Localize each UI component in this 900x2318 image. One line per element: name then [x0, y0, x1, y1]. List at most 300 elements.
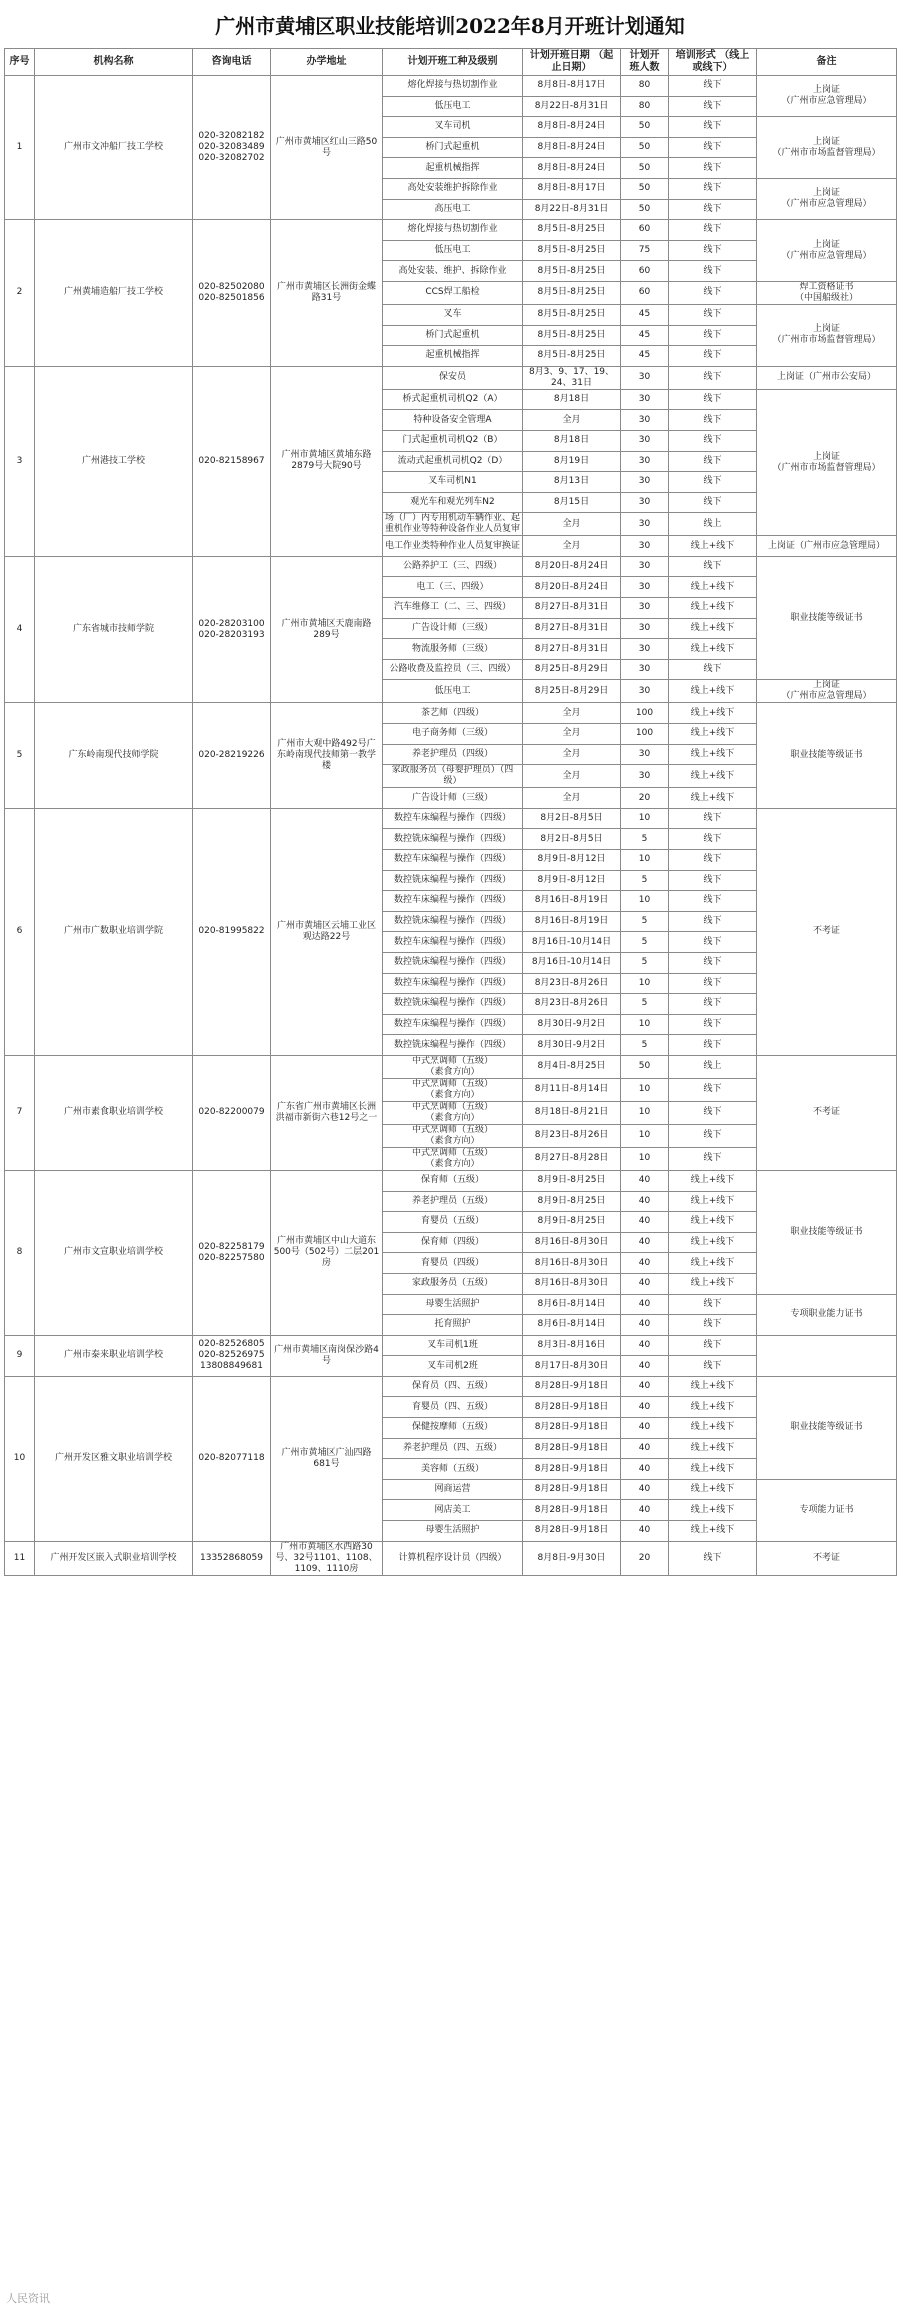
note-cell: 焊工资格证书 （中国船级社）: [757, 281, 897, 304]
course-cell: 茶艺师（四级）: [383, 703, 523, 724]
course-cell: 育婴员（五级）: [383, 1212, 523, 1233]
institution-name: 广州市文宣职业培训学校: [35, 1170, 193, 1335]
count-cell: 30: [621, 389, 669, 410]
course-cell: 数控铣床编程与操作（四级）: [383, 829, 523, 850]
institution-seq: 4: [5, 556, 35, 703]
course-cell: 数控铣床编程与操作（四级）: [383, 911, 523, 932]
date-cell: 8月28日-9月18日: [523, 1376, 621, 1397]
date-cell: 8月9日-8月12日: [523, 870, 621, 891]
count-cell: 40: [621, 1335, 669, 1356]
date-cell: 8月27日-8月31日: [523, 598, 621, 619]
count-cell: 100: [621, 724, 669, 745]
table-header-row: [5, 49, 897, 76]
date-cell: 8月22日-8月31日: [523, 96, 621, 117]
mode-cell: 线下: [669, 325, 757, 346]
date-cell: 8月27日-8月28日: [523, 1147, 621, 1170]
date-cell: 8月28日-9月18日: [523, 1438, 621, 1459]
mode-cell: 线下: [669, 829, 757, 850]
date-cell: 8月16日-8月19日: [523, 891, 621, 912]
course-cell: 美容师（五级）: [383, 1459, 523, 1480]
course-cell: 公路收费及监控员（三、四级）: [383, 659, 523, 680]
note-cell: 上岗证（广州市应急管理局）: [757, 536, 897, 557]
mode-cell: 线上+线下: [669, 1170, 757, 1191]
mode-cell: 线上+线下: [669, 1212, 757, 1233]
mode-cell: 线下: [669, 492, 757, 513]
course-cell: 广告设计师（三级）: [383, 618, 523, 639]
count-cell: 80: [621, 96, 669, 117]
count-cell: 5: [621, 1035, 669, 1056]
training-schedule-table: [4, 48, 897, 1576]
institution-seq: 9: [5, 1335, 35, 1376]
date-cell: 8月6日-8月14日: [523, 1315, 621, 1336]
date-cell: 8月16日-8月30日: [523, 1273, 621, 1294]
date-cell: 全月: [523, 513, 621, 536]
date-cell: 8月2日-8月5日: [523, 829, 621, 850]
count-cell: 30: [621, 765, 669, 788]
date-cell: 8月5日-8月25日: [523, 304, 621, 325]
mode-cell: 线上+线下: [669, 598, 757, 619]
course-cell: 公路养护工（三、四级）: [383, 556, 523, 577]
course-cell: CCS焊工船检: [383, 281, 523, 304]
count-cell: 40: [621, 1521, 669, 1542]
course-cell: 起重机械指挥: [383, 346, 523, 367]
count-cell: 5: [621, 870, 669, 891]
course-cell: 托育照护: [383, 1315, 523, 1336]
institution-address: 广州市黄埔区黄埔东路2879号大院90号: [271, 366, 383, 556]
count-cell: 45: [621, 346, 669, 367]
course-cell: 桥门式起重机: [383, 325, 523, 346]
mode-cell: 线下: [669, 973, 757, 994]
date-cell: 8月8日-8月24日: [523, 137, 621, 158]
note-cell: 不考证: [757, 1055, 897, 1170]
mode-cell: 线下: [669, 366, 757, 389]
mode-cell: 线下: [669, 304, 757, 325]
mode-cell: 线上+线下: [669, 680, 757, 703]
institution-name: 广州开发区嵌入式职业培训学校: [35, 1541, 193, 1575]
course-cell: 中式烹调师（五级） （素食方向）: [383, 1101, 523, 1124]
note-cell: 不考证: [757, 1541, 897, 1575]
mode-cell: 线下: [669, 220, 757, 241]
date-cell: 8月15日: [523, 492, 621, 513]
date-cell: 8月5日-8月25日: [523, 325, 621, 346]
date-cell: 8月9日-8月25日: [523, 1191, 621, 1212]
institution-phone: 020-82526805 020-82526975 13808849681: [193, 1335, 271, 1376]
mode-cell: 线下: [669, 1541, 757, 1575]
date-cell: 8月16日-8月19日: [523, 911, 621, 932]
course-cell: 中式烹调师（五级） （素食方向）: [383, 1078, 523, 1101]
header-mode: 培训形式 （线上或线下）: [669, 49, 757, 76]
count-cell: 60: [621, 220, 669, 241]
institution-seq: 8: [5, 1170, 35, 1335]
count-cell: 30: [621, 618, 669, 639]
mode-cell: 线下: [669, 659, 757, 680]
mode-cell: 线上+线下: [669, 618, 757, 639]
date-cell: 8月28日-9月18日: [523, 1500, 621, 1521]
date-cell: 8月16日-8月30日: [523, 1253, 621, 1274]
institution-address: 广州市黄埔区广汕四路681号: [271, 1376, 383, 1541]
mode-cell: 线下: [669, 117, 757, 138]
count-cell: 40: [621, 1170, 669, 1191]
header-course: 计划开班工种及级别: [383, 49, 523, 76]
course-cell: 叉车司机2班: [383, 1356, 523, 1377]
table-row: [5, 1170, 897, 1191]
institution-name: 广东省城市技师学院: [35, 556, 193, 703]
table-row: [5, 1055, 897, 1078]
course-cell: 高压电工: [383, 199, 523, 220]
course-cell: 低压电工: [383, 96, 523, 117]
course-cell: 计算机程序设计员（四级）: [383, 1541, 523, 1575]
count-cell: 10: [621, 973, 669, 994]
count-cell: 20: [621, 1541, 669, 1575]
course-cell: 保安员: [383, 366, 523, 389]
date-cell: 8月30日-9月2日: [523, 1035, 621, 1056]
mode-cell: 线下: [669, 1101, 757, 1124]
count-cell: 30: [621, 744, 669, 765]
count-cell: 40: [621, 1397, 669, 1418]
course-cell: 母婴生活照护: [383, 1521, 523, 1542]
institution-phone: 020-81995822: [193, 808, 271, 1055]
count-cell: 60: [621, 281, 669, 304]
course-cell: 熔化焊接与热切割作业: [383, 76, 523, 97]
count-cell: 5: [621, 829, 669, 850]
count-cell: 40: [621, 1459, 669, 1480]
header-institution: 机构名称: [35, 49, 193, 76]
institution-phone: 020-28219226: [193, 703, 271, 808]
institution-phone: 020-28203100 020-28203193: [193, 556, 271, 703]
course-cell: 数控铣床编程与操作（四级）: [383, 1035, 523, 1056]
date-cell: 8月25日-8月29日: [523, 659, 621, 680]
count-cell: 30: [621, 513, 669, 536]
mode-cell: 线上+线下: [669, 765, 757, 788]
course-cell: 流动式起重机司机Q2（D）: [383, 451, 523, 472]
count-cell: 30: [621, 556, 669, 577]
date-cell: 8月4日-8月25日: [523, 1055, 621, 1078]
count-cell: 30: [621, 430, 669, 451]
count-cell: 10: [621, 891, 669, 912]
mode-cell: 线上+线下: [669, 1459, 757, 1480]
mode-cell: 线上+线下: [669, 1500, 757, 1521]
count-cell: 80: [621, 76, 669, 97]
mode-cell: 线上+线下: [669, 1521, 757, 1542]
mode-cell: 线上+线下: [669, 703, 757, 724]
table-row: [5, 703, 897, 724]
date-cell: 8月18日-8月21日: [523, 1101, 621, 1124]
course-cell: 母婴生活照护: [383, 1294, 523, 1315]
course-cell: 中式烹调师（五级） （素食方向）: [383, 1124, 523, 1147]
date-cell: 8月27日-8月31日: [523, 618, 621, 639]
mode-cell: 线下: [669, 891, 757, 912]
note-cell: 上岗证 （广州市应急管理局）: [757, 76, 897, 117]
course-cell: 叉车司机1班: [383, 1335, 523, 1356]
mode-cell: 线下: [669, 96, 757, 117]
course-cell: 电工作业类特种作业人员复审换证: [383, 536, 523, 557]
count-cell: 40: [621, 1315, 669, 1336]
course-cell: 叉车司机N1: [383, 472, 523, 493]
course-cell: 物流服务师（三级）: [383, 639, 523, 660]
institution-name: 广州市素食职业培训学校: [35, 1055, 193, 1170]
mode-cell: 线下: [669, 430, 757, 451]
course-cell: 网店美工: [383, 1500, 523, 1521]
course-cell: 汽车维修工（二、三、四级）: [383, 598, 523, 619]
count-cell: 50: [621, 1055, 669, 1078]
institution-name: 广州黄埔造船厂技工学校: [35, 220, 193, 367]
count-cell: 40: [621, 1232, 669, 1253]
mode-cell: 线下: [669, 1294, 757, 1315]
count-cell: 40: [621, 1191, 669, 1212]
count-cell: 10: [621, 1078, 669, 1101]
institution-seq: 6: [5, 808, 35, 1055]
date-cell: 全月: [523, 788, 621, 809]
count-cell: 45: [621, 304, 669, 325]
count-cell: 10: [621, 1147, 669, 1170]
mode-cell: 线上: [669, 513, 757, 536]
date-cell: 8月20日-8月24日: [523, 556, 621, 577]
course-cell: 数控车床编程与操作（四级）: [383, 891, 523, 912]
count-cell: 40: [621, 1438, 669, 1459]
date-cell: 8月3日-8月16日: [523, 1335, 621, 1356]
institution-phone: 020-82200079: [193, 1055, 271, 1170]
mode-cell: 线下: [669, 556, 757, 577]
course-cell: 保育师（五级）: [383, 1170, 523, 1191]
date-cell: 8月5日-8月25日: [523, 261, 621, 282]
institution-phone: 020-82077118: [193, 1376, 271, 1541]
date-cell: 8月16日-10月14日: [523, 932, 621, 953]
course-cell: 高处安装、维护、拆除作业: [383, 261, 523, 282]
date-cell: 全月: [523, 724, 621, 745]
date-cell: 8月8日-8月17日: [523, 76, 621, 97]
count-cell: 30: [621, 472, 669, 493]
count-cell: 30: [621, 577, 669, 598]
mode-cell: 线下: [669, 952, 757, 973]
count-cell: 50: [621, 178, 669, 199]
mode-cell: 线上+线下: [669, 1253, 757, 1274]
page-title: 广州市黄埔区职业技能培训2022年8月开班计划通知: [215, 13, 685, 38]
course-cell: 养老护理员（四级）: [383, 744, 523, 765]
date-cell: 8月6日-8月14日: [523, 1294, 621, 1315]
mode-cell: 线上+线下: [669, 1232, 757, 1253]
institution-seq: 5: [5, 703, 35, 808]
course-cell: 桥式起重机司机Q2（A）: [383, 389, 523, 410]
date-cell: 8月22日-8月31日: [523, 199, 621, 220]
date-cell: 全月: [523, 703, 621, 724]
mode-cell: 线上+线下: [669, 536, 757, 557]
mode-cell: 线上+线下: [669, 1376, 757, 1397]
table-row: [5, 556, 897, 577]
table-body: [5, 76, 897, 1576]
mode-cell: 线下: [669, 158, 757, 179]
date-cell: 8月13日: [523, 472, 621, 493]
count-cell: 40: [621, 1273, 669, 1294]
course-cell: 保育员（四、五级）: [383, 1376, 523, 1397]
institution-seq: 1: [5, 76, 35, 220]
mode-cell: 线下: [669, 178, 757, 199]
note-cell: 上岗证 （广州市应急管理局）: [757, 178, 897, 219]
course-cell: 家政服务员（五级）: [383, 1273, 523, 1294]
course-cell: 保育师（四级）: [383, 1232, 523, 1253]
note-cell: 专项职业能力证书: [757, 1294, 897, 1335]
course-cell: 特种设备安全管理A: [383, 410, 523, 431]
date-cell: 8月28日-9月18日: [523, 1479, 621, 1500]
table-row: [5, 1376, 897, 1397]
course-cell: 门式起重机司机Q2（B）: [383, 430, 523, 451]
course-cell: 叉车: [383, 304, 523, 325]
date-cell: 8月28日-9月18日: [523, 1397, 621, 1418]
institution-seq: 11: [5, 1541, 35, 1575]
institution-name: 广州市泰来职业培训学校: [35, 1335, 193, 1376]
institution-phone: 020-32082182 020-32083489 020-32082702: [193, 76, 271, 220]
date-cell: 8月19日: [523, 451, 621, 472]
mode-cell: 线下: [669, 870, 757, 891]
count-cell: 40: [621, 1500, 669, 1521]
note-cell: 上岗证 （广州市应急管理局）: [757, 220, 897, 282]
institution-name: 广州市广数职业培训学院: [35, 808, 193, 1055]
mode-cell: 线下: [669, 389, 757, 410]
course-cell: 中式烹调师（五级） （素食方向）: [383, 1055, 523, 1078]
count-cell: 10: [621, 1101, 669, 1124]
count-cell: 5: [621, 994, 669, 1015]
mode-cell: 线下: [669, 137, 757, 158]
course-cell: 保健按摩师（五级）: [383, 1418, 523, 1439]
mode-cell: 线上+线下: [669, 577, 757, 598]
mode-cell: 线下: [669, 1035, 757, 1056]
date-cell: 全月: [523, 410, 621, 431]
date-cell: 8月30日-9月2日: [523, 1014, 621, 1035]
table-row: [5, 366, 897, 389]
mode-cell: 线上+线下: [669, 1479, 757, 1500]
institution-phone: 020-82502080 020-82501856: [193, 220, 271, 367]
note-cell: 上岗证 （广州市市场监督管理局）: [757, 117, 897, 179]
note-cell: 上岗证 （广州市市场监督管理局）: [757, 304, 897, 366]
course-cell: 养老护理员（四、五级）: [383, 1438, 523, 1459]
institution-address: 广州市黄埔区南岗保沙路4号: [271, 1335, 383, 1376]
mode-cell: 线下: [669, 911, 757, 932]
mode-cell: 线下: [669, 76, 757, 97]
mode-cell: 线上+线下: [669, 724, 757, 745]
header-phone: 咨询电话: [193, 49, 271, 76]
institution-name: 广东岭南现代技师学院: [35, 703, 193, 808]
institution-address: 广州市黄埔区长洲街金蝶路31号: [271, 220, 383, 367]
date-cell: 全月: [523, 765, 621, 788]
course-cell: 低压电工: [383, 240, 523, 261]
date-cell: 8月8日-8月17日: [523, 178, 621, 199]
course-cell: 电子商务师（三级）: [383, 724, 523, 745]
institution-address: 广州市黄埔区水西路30号、32号1101、1108、1109、1110房: [271, 1541, 383, 1575]
course-cell: 数控车床编程与操作（四级）: [383, 808, 523, 829]
table-row: [5, 76, 897, 97]
count-cell: 30: [621, 451, 669, 472]
count-cell: 50: [621, 137, 669, 158]
course-cell: 广告设计师（三级）: [383, 788, 523, 809]
mode-cell: 线下: [669, 1014, 757, 1035]
date-cell: 8月8日-8月24日: [523, 158, 621, 179]
count-cell: 10: [621, 1014, 669, 1035]
count-cell: 50: [621, 158, 669, 179]
course-cell: 家政服务员（母婴护理员）（四级）: [383, 765, 523, 788]
count-cell: 100: [621, 703, 669, 724]
date-cell: 8月8日-8月24日: [523, 117, 621, 138]
date-cell: 8月5日-8月25日: [523, 220, 621, 241]
count-cell: 30: [621, 492, 669, 513]
course-cell: 数控铣床编程与操作（四级）: [383, 952, 523, 973]
institution-name: 广州市文冲船厂技工学校: [35, 76, 193, 220]
date-cell: 8月20日-8月24日: [523, 577, 621, 598]
date-cell: 8月28日-9月18日: [523, 1521, 621, 1542]
institution-phone: 020-82158967: [193, 366, 271, 556]
date-cell: 8月28日-9月18日: [523, 1418, 621, 1439]
watermark: 人民资讯: [6, 2292, 50, 2305]
course-cell: 电工（三、四级）: [383, 577, 523, 598]
table-row: [5, 808, 897, 829]
header-address: 办学地址: [271, 49, 383, 76]
course-cell: 观光车和观光列车N2: [383, 492, 523, 513]
date-cell: 8月23日-8月26日: [523, 1124, 621, 1147]
count-cell: 40: [621, 1479, 669, 1500]
count-cell: 20: [621, 788, 669, 809]
date-cell: 全月: [523, 744, 621, 765]
date-cell: 8月18日: [523, 430, 621, 451]
note-cell: 职业技能等级证书: [757, 1170, 897, 1294]
course-cell: 育婴员（四级）: [383, 1253, 523, 1274]
mode-cell: 线上+线下: [669, 639, 757, 660]
date-cell: 8月9日-8月25日: [523, 1212, 621, 1233]
note-cell: 专项能力证书: [757, 1479, 897, 1541]
mode-cell: 线下: [669, 346, 757, 367]
institution-seq: 7: [5, 1055, 35, 1170]
institution-seq: 2: [5, 220, 35, 367]
count-cell: 5: [621, 911, 669, 932]
course-cell: 数控车床编程与操作（四级）: [383, 850, 523, 871]
mode-cell: 线下: [669, 472, 757, 493]
count-cell: 75: [621, 240, 669, 261]
mode-cell: 线下: [669, 199, 757, 220]
course-cell: 数控车床编程与操作（四级）: [383, 932, 523, 953]
note-cell: 上岗证 （广州市应急管理局）: [757, 680, 897, 703]
table-row: [5, 220, 897, 241]
institution-address: 广州市大观中路492号广东岭南现代技师第一教学楼: [271, 703, 383, 808]
count-cell: 30: [621, 366, 669, 389]
date-cell: 8月28日-9月18日: [523, 1459, 621, 1480]
course-cell: 熔化焊接与热切割作业: [383, 220, 523, 241]
course-cell: 数控铣床编程与操作（四级）: [383, 870, 523, 891]
mode-cell: 线下: [669, 1356, 757, 1377]
count-cell: 50: [621, 199, 669, 220]
course-cell: 养老护理员（五级）: [383, 1191, 523, 1212]
institution-address: 广州市黄埔区中山大道东500号（502号）二层201房: [271, 1170, 383, 1335]
note-cell: 上岗证 （广州市市场监督管理局）: [757, 389, 897, 536]
note-cell: 职业技能等级证书: [757, 556, 897, 680]
date-cell: 8月5日-8月25日: [523, 240, 621, 261]
date-cell: 8月18日: [523, 389, 621, 410]
date-cell: 8月9日-8月25日: [523, 1170, 621, 1191]
mode-cell: 线上: [669, 1055, 757, 1078]
count-cell: 30: [621, 680, 669, 703]
course-cell: 网商运营: [383, 1479, 523, 1500]
mode-cell: 线下: [669, 1315, 757, 1336]
mode-cell: 线上+线下: [669, 744, 757, 765]
note-cell: [757, 1335, 897, 1376]
course-cell: 叉车司机: [383, 117, 523, 138]
mode-cell: 线下: [669, 1335, 757, 1356]
header-seq: 序号: [5, 49, 35, 76]
count-cell: 10: [621, 850, 669, 871]
mode-cell: 线上+线下: [669, 1191, 757, 1212]
mode-cell: 线下: [669, 451, 757, 472]
institution-address: 广州市黄埔区红山三路50号: [271, 76, 383, 220]
course-cell: 中式烹调师（五级） （素食方向）: [383, 1147, 523, 1170]
count-cell: 5: [621, 932, 669, 953]
count-cell: 40: [621, 1418, 669, 1439]
count-cell: 30: [621, 410, 669, 431]
